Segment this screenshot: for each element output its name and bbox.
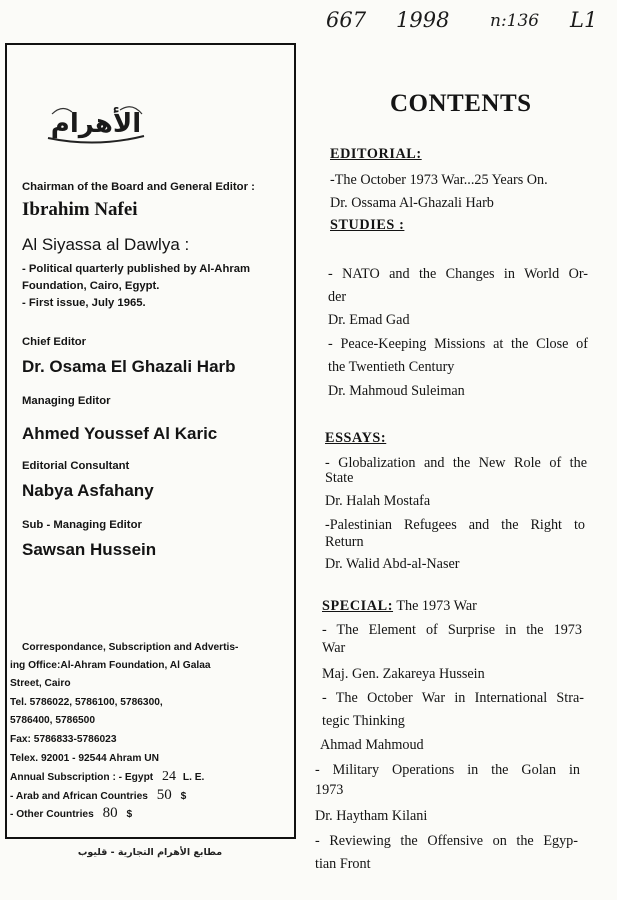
studies-item-2: - Peace-Keeping Missions at the Close of xyxy=(328,336,588,352)
editorial-author: Dr. Ossama Al-Ghazali Harb xyxy=(330,195,494,211)
special-item-4: - Reviewing the Offensive on the Egyp- xyxy=(315,833,578,849)
studies-item-1: - NATO and the Changes in World Or- xyxy=(328,266,588,282)
essays-item-2-cont: Return xyxy=(325,534,364,550)
telephone-line-2: 5786400, 5786500 xyxy=(10,715,95,726)
telex-line: Telex. 92001 - 92544 Ahram UN xyxy=(10,753,159,764)
al-ahram-logo xyxy=(42,100,150,146)
fax-line: Fax: 5786833-5786023 xyxy=(10,734,117,745)
correspondance-line-1: Correspondance, Subscription and Advertis- xyxy=(22,642,239,653)
editorial-consultant-name: Nabya Asfahany xyxy=(22,481,154,500)
special-author-3: Dr. Haytham Kilani xyxy=(315,808,428,824)
chief-editor-name: Dr. Osama El Ghazali Harb xyxy=(22,357,236,376)
managing-editor-name: Ahmed Youssef Al Karic xyxy=(22,424,218,443)
subscription-arab-amount: 50 xyxy=(156,787,172,803)
special-item-1-cont: War xyxy=(322,640,346,656)
essays-author-1: Dr. Halah Mostafa xyxy=(325,493,431,509)
subscription-arab-unit: $ xyxy=(180,791,187,802)
essays-item-1-cont: State xyxy=(325,470,354,486)
publication-line-1: - Political quarterly published by Al-Ahram xyxy=(22,263,251,275)
studies-item-2-cont: the Twentieth Century xyxy=(328,359,455,375)
handwritten-number: 667 xyxy=(326,8,367,32)
correspondance-line-2: ing Office:Al-Ahram Foundation, Al Galaa xyxy=(10,660,211,671)
subscription-other-label: - Other Countries xyxy=(10,809,94,820)
handwritten-mark: L1 xyxy=(570,8,598,32)
subscription-arab xyxy=(10,788,186,804)
essays-author-2: Dr. Walid Abd-al-Naser xyxy=(325,556,460,572)
subscription-egypt xyxy=(10,769,204,785)
telephone-line-1: Tel. 5786022, 5786100, 5786300, xyxy=(10,697,163,708)
special-author-1: Maj. Gen. Zakareya Hussein xyxy=(322,666,485,682)
chief-editor-label: Chief Editor xyxy=(22,336,87,348)
essays-item-1: - Globalization and the New Role of the xyxy=(325,455,587,471)
contents-title: CONTENTS xyxy=(390,90,532,117)
section-special-label: SPECIAL: xyxy=(322,598,394,614)
editorial-consultant-label: Editorial Consultant xyxy=(22,460,130,472)
handwritten-year: 1998 xyxy=(396,8,450,32)
subscription-egypt-amount: 24 xyxy=(162,769,177,784)
special-author-2: Ahmad Mahmoud xyxy=(320,737,424,753)
studies-item-1-cont: der xyxy=(328,289,347,305)
studies-author-2: Dr. Mahmoud Suleiman xyxy=(328,383,465,399)
section-special-subtitle: The 1973 War xyxy=(396,598,477,614)
section-editorial: EDITORIAL: xyxy=(330,146,422,162)
printer-imprint-text: مطابع الأهرام التجارية - قليوب xyxy=(77,847,223,858)
sub-managing-editor-name: Sawsan Hussein xyxy=(22,540,157,559)
logo-calligraphy: الأهرام xyxy=(50,109,142,139)
handwritten-issue: n:136 xyxy=(490,11,540,31)
studies-author-1: Dr. Emad Gad xyxy=(328,312,410,328)
publication-name: Al Siyassa al Dawlya : xyxy=(22,235,190,254)
subscription-other-unit: $ xyxy=(126,809,133,820)
chairman-label: Chairman of the Board and General Editor : xyxy=(22,181,255,193)
subscription-arab-label: - Arab and African Countries xyxy=(10,791,148,802)
special-item-3-cont: 1973 xyxy=(315,782,344,798)
printer-imprint xyxy=(77,840,223,862)
publication-line-2: Foundation, Cairo, Egypt. xyxy=(22,280,160,292)
section-essays: ESSAYS: xyxy=(325,430,387,446)
sub-managing-editor-label: Sub - Managing Editor xyxy=(22,519,142,531)
subscription-egypt-unit: L. E. xyxy=(182,772,205,783)
special-item-2-cont: tegic Thinking xyxy=(322,713,405,729)
special-item-3: - Military Operations in the Golan in xyxy=(315,762,580,778)
section-special xyxy=(322,598,477,615)
subscription-other-amount: 80 xyxy=(102,805,118,821)
special-item-4-cont: tian Front xyxy=(315,856,371,872)
essays-item-2: -Palestinian Refugees and the Right to xyxy=(325,517,585,533)
publication-line-3: - First issue, July 1965. xyxy=(22,297,146,309)
chairman-name: Ibrahim Nafei xyxy=(22,199,138,220)
managing-editor-label: Managing Editor xyxy=(22,395,111,407)
special-item-1: - The Element of Surprise in the 1973 xyxy=(322,622,582,638)
section-studies: STUDIES : xyxy=(330,217,405,233)
subscription-other xyxy=(10,806,132,822)
special-item-2: - The October War in International Stra- xyxy=(322,690,584,706)
editorial-title: -The October 1973 War...25 Years On. xyxy=(330,172,548,188)
subscription-egypt-label: Annual Subscription : - Egypt xyxy=(10,772,154,783)
correspondance-line-3: Street, Cairo xyxy=(10,678,71,689)
